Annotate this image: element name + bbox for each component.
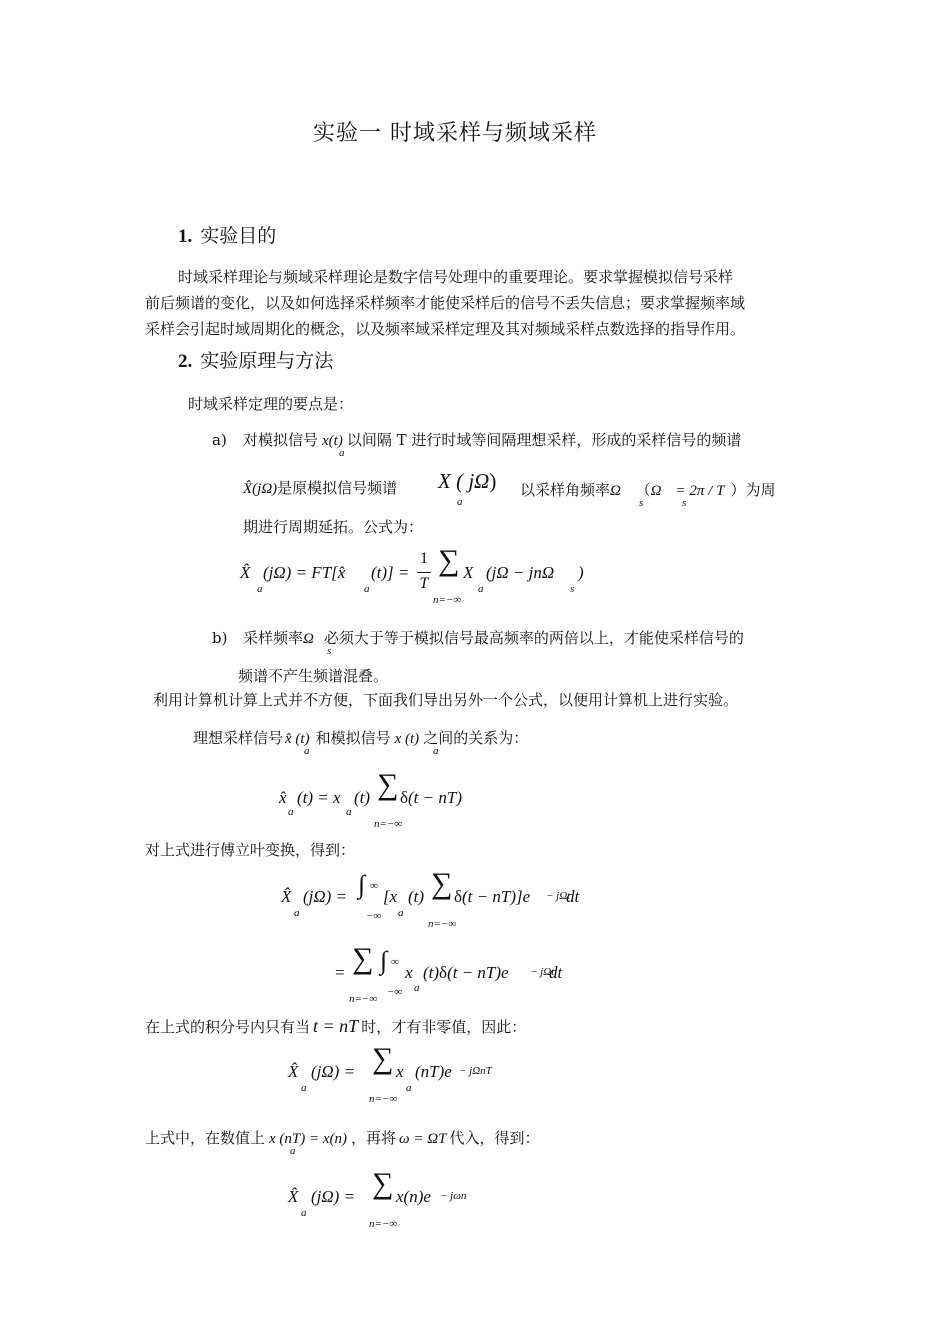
text-run: 以间隔 T 进行时域等间隔理想采样，形成的采样信号的频谱 (346, 431, 742, 449)
math-omega-s: Ω (303, 631, 314, 647)
text-run: 对模拟信号 (243, 431, 319, 449)
formula-part: (jΩ) = (303, 887, 348, 906)
math-subscript: a (457, 496, 463, 508)
summation-limit: n=−∞ (369, 1093, 398, 1105)
math-equals-2pi-T: = 2π / T (675, 483, 725, 499)
text-run: 时，才有非零值，因此： (361, 1018, 527, 1036)
integral-sign: ∫ (358, 870, 366, 899)
formula-final-dtft: X̂ (288, 1187, 299, 1206)
formula-part: (jΩ) = (311, 1062, 356, 1081)
math-Xa-jomega: X ( jΩ) (438, 469, 497, 493)
math-subscript: a (433, 745, 439, 757)
text-run: 是原模拟信号频谱 (277, 479, 398, 497)
math-subscript: a (288, 806, 294, 818)
intro-text: 时域采样定理的要点是： (188, 395, 354, 413)
item-b-text (243, 628, 744, 649)
item-b-text-line2: 频谱不产生频谱混叠。 (238, 667, 389, 685)
formula-spectrum-periodic: X̂ (240, 563, 251, 582)
item-a-text-line3: 期进行周期延拓。公式为： (243, 518, 424, 536)
paragraph-compute: 利用计算机计算上式并不方便，下面我们导出另外一个公式，以便用计算机上进行实验。 (153, 691, 739, 709)
formula-fourier-transform: X̂ (281, 887, 292, 906)
text-run: 采样频率 (243, 629, 304, 647)
formula-part: (t) (408, 887, 425, 906)
math-subscript: a (414, 982, 420, 994)
math-xhat-a-t: x̂ (t) (285, 731, 310, 747)
item-a-text-line2b (520, 480, 775, 501)
math-xa-t: x (t) (394, 731, 420, 747)
math-subscript: s (682, 497, 687, 509)
formula-fourier-swap: = (334, 963, 346, 982)
math-subscript: a (304, 745, 310, 757)
text-run: 之间的关系为： (423, 729, 529, 747)
list-marker: a) (212, 431, 227, 449)
text-run: （ (635, 481, 651, 499)
summation-limit: n=−∞ (428, 918, 457, 930)
fraction-numerator: 1 (420, 550, 428, 567)
text-run: 以采样角频率 (520, 481, 611, 499)
item-a-text (243, 430, 741, 451)
formula-part: X (463, 563, 474, 582)
fraction-bar (417, 572, 431, 573)
summation-sign: ∑ (431, 867, 453, 900)
paragraph-line: 时域采样理论与频域采样理论是数字信号处理中的重要理论。要求掌握模拟信号采样 (178, 268, 734, 286)
math-subscript: s (327, 645, 332, 657)
text-run: ，再将 (351, 1129, 397, 1147)
math-superscript: − jΩnT (459, 1065, 492, 1077)
formula-part: (nT)e (415, 1062, 452, 1081)
integral-upper-limit: ∞ (391, 956, 399, 968)
fraction-denominator: T (419, 575, 429, 592)
integral-lower-limit: −∞ (366, 910, 382, 922)
integral-note (145, 1016, 526, 1037)
formula-part: ) (578, 563, 584, 582)
text-run: 必须大于等于模拟信号最高频率的两倍以上，才能使采样信号的 (323, 629, 744, 647)
math-subscript: a (257, 583, 263, 595)
summation-limit: n=−∞ (433, 594, 462, 606)
formula-part: (t)δ(t − nT)e (423, 963, 509, 982)
math-superscript: − jΩt (546, 890, 571, 902)
text-run: 上式中，在数值上 (145, 1129, 266, 1147)
summation-limit: n=−∞ (349, 993, 378, 1005)
math-omega-s: Ω (610, 483, 621, 499)
formula-part: (jΩ) = FT[x̂ (263, 563, 346, 582)
section-title: 实验原理与方法 (200, 350, 334, 372)
formula-part: [x (383, 887, 398, 906)
math-xa-t: x(t) (322, 433, 343, 449)
formula-sampled-signal: x̂ (279, 788, 287, 807)
math-subscript: a (398, 907, 404, 919)
formula-part: (jΩ − jnΩ (486, 563, 555, 582)
formula-part: (t) = x (297, 788, 341, 807)
math-t-equals-nT: t = nT (313, 1016, 359, 1036)
formula-part: x (396, 1062, 404, 1081)
formula-part: (jΩ) = (311, 1187, 356, 1206)
formula-part: (t) (354, 788, 371, 807)
section-1-heading (178, 224, 276, 249)
summation-sign: ∑ (372, 1042, 394, 1075)
math-subscript: a (301, 1207, 307, 1219)
section-number: 1. (178, 226, 193, 247)
math-omega-s-def: Ω (650, 483, 662, 499)
math-subscript: a (346, 806, 352, 818)
text-run: ）为周 (730, 481, 776, 499)
summation-limit: n=−∞ (369, 1218, 398, 1230)
formula-dtft-sum: X̂ (288, 1062, 299, 1081)
math-subscript: a (339, 447, 345, 459)
integral-sign: ∫ (380, 946, 388, 975)
section-number: 2. (178, 351, 193, 372)
text-run: 和模拟信号 (315, 729, 391, 747)
math-subscript: a (294, 907, 300, 919)
formula-part: (t)] = (371, 563, 410, 582)
integral-lower-limit: −∞ (387, 986, 403, 998)
summation-sign: ∑ (372, 1167, 394, 1200)
math-subscript: a (301, 1082, 307, 1094)
math-subscript: s (570, 583, 575, 595)
math-subscript: a (364, 583, 370, 595)
text-run: 理想采样信号 (193, 729, 284, 747)
item-a-text-line2 (243, 478, 397, 499)
formula-part: x(n)e (396, 1187, 431, 1206)
formula-part: dt (566, 887, 580, 906)
summation-sign: ∑ (352, 942, 374, 975)
summation-sign: ∑ (438, 544, 460, 577)
math-subscript: a (406, 1082, 412, 1094)
formula-part: x (405, 963, 413, 982)
formula-part: δ(t − nT)]e (454, 887, 531, 906)
integral-upper-limit: ∞ (370, 880, 378, 892)
math-superscript: − jωn (440, 1190, 467, 1202)
math-subscript: a (290, 1145, 296, 1157)
math-omega-equals-OmegaT: ω = ΩT (399, 1131, 447, 1147)
text-run: 代入，得到： (449, 1129, 540, 1147)
math-superscript: − jΩt (530, 966, 555, 978)
formula-part: δ(t − nT) (400, 788, 462, 807)
final-note (145, 1128, 539, 1149)
math-subscript: s (639, 497, 644, 509)
math-subscript: a (478, 583, 484, 595)
relation-text (193, 728, 528, 749)
list-marker: b) (212, 629, 228, 647)
summation-limit: n=−∞ (374, 818, 403, 830)
section-2-heading (178, 349, 333, 374)
section-title: 实验目的 (200, 225, 277, 247)
paragraph-line: 采样会引起时域周期化的概念，以及频率域采样定理及其对频域采样点数选择的指导作用。 (145, 320, 746, 338)
text-run: 在上式的积分号内只有当 (145, 1018, 311, 1036)
math-xa-nT: x (nT) = x(n) (269, 1131, 348, 1147)
paragraph-line: 前后频谱的变化，以及如何选择采样频率才能使采样后的信号不丢失信息；要求掌握频率域 (145, 294, 746, 312)
formula-part: dt (549, 963, 563, 982)
summation-sign: ∑ (377, 768, 399, 801)
math-xhat-jomega: X̂(jΩ) (243, 481, 278, 497)
fourier-text: 对上式进行傅立叶变换，得到： (145, 841, 356, 859)
document-title: 实验一 时域采样与频域采样 (313, 121, 597, 146)
